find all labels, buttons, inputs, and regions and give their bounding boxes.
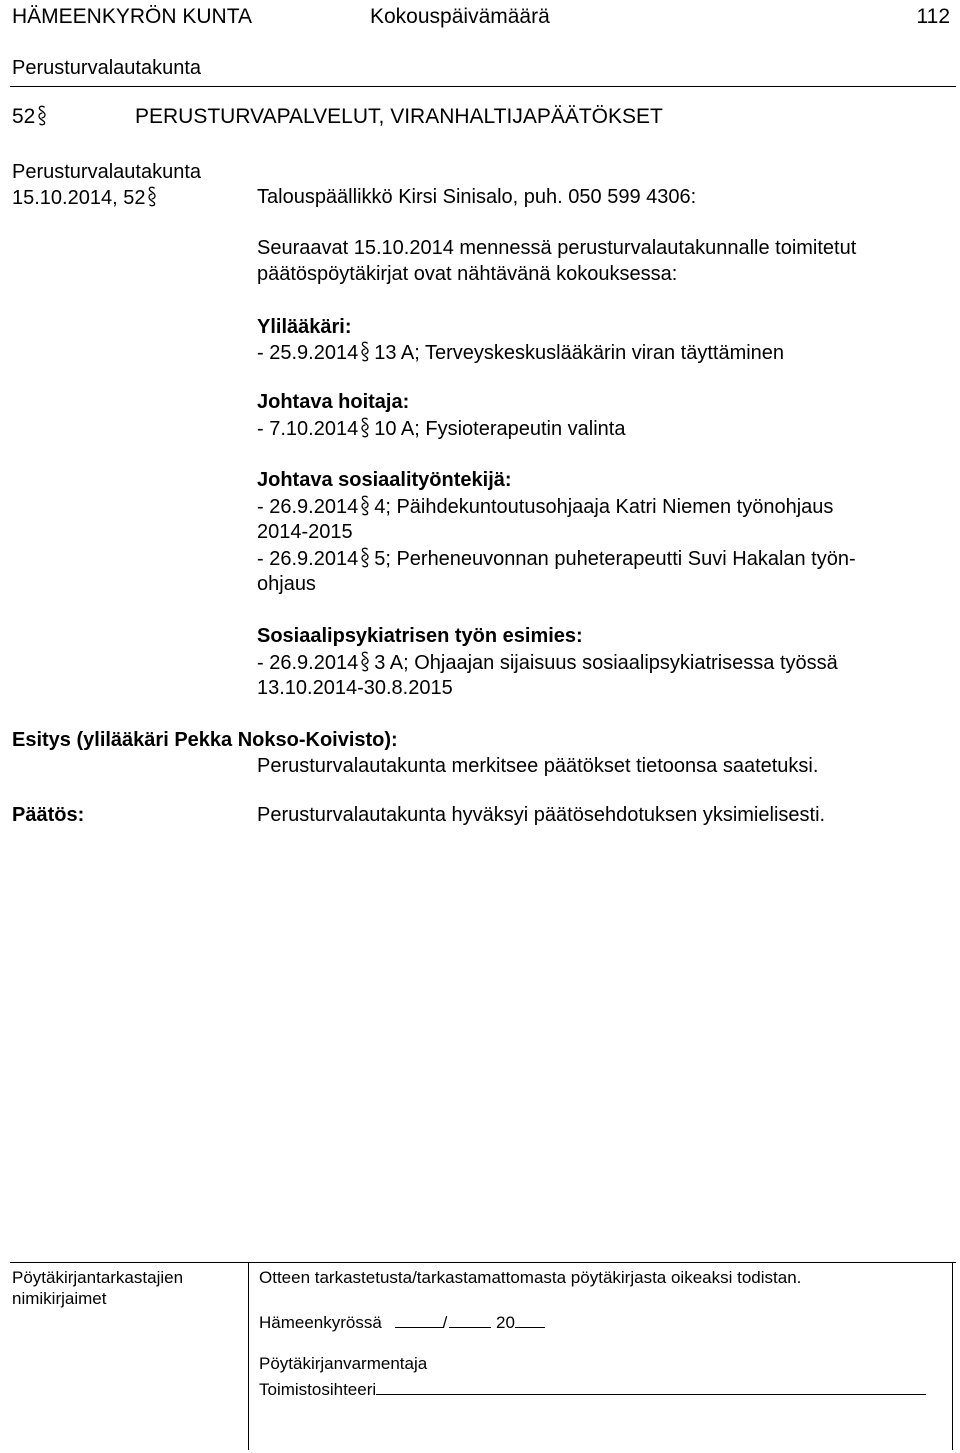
item-continuation: 2014-2015 bbox=[257, 521, 353, 543]
footer-slash: / bbox=[442, 1313, 448, 1332]
decision-item bbox=[257, 650, 838, 675]
footer-initials-label-2: nimikirjaimet bbox=[12, 1289, 107, 1308]
decision-item bbox=[257, 340, 784, 365]
signature-blank bbox=[376, 1376, 926, 1395]
decision-label: Päätös: bbox=[12, 804, 85, 826]
decision-item bbox=[257, 416, 625, 441]
section-sign-icon bbox=[360, 340, 370, 363]
item-text: 10 A; Fysioterapeutin valinta bbox=[374, 418, 626, 440]
section-title: PERUSTURVAPALVELUT, VIRANHALTIJAPÄÄTÖKSET bbox=[135, 105, 663, 128]
page-number: 112 bbox=[916, 5, 950, 28]
item-date: - 26.9.2014 bbox=[257, 652, 359, 674]
meeting-body: Perusturvalautakunta bbox=[12, 161, 202, 183]
group-heading-johtava-hoitaja: Johtava hoitaja: bbox=[257, 391, 410, 413]
footer-place-line bbox=[259, 1309, 545, 1333]
municipality-name: HÄMEENKYRÖN KUNTA bbox=[12, 5, 252, 28]
footer-secretary-line bbox=[259, 1376, 926, 1400]
footer-divider bbox=[248, 1262, 249, 1450]
item-text: 13 A; Terveyskeskuslääkärin viran täyttäminen bbox=[374, 342, 785, 364]
item-text: 4; Päihdekuntoutusohjaaja Katri Niemen työnohjaus bbox=[374, 496, 834, 518]
footer-initials-label-1: Pöytäkirjantarkastajien bbox=[12, 1268, 184, 1287]
section-sign-icon bbox=[37, 104, 47, 127]
item-date: - 7.10.2014 bbox=[257, 418, 359, 440]
intro-line-1: Seuraavat 15.10.2014 mennessä perusturvalautakunnalle toimitetut bbox=[257, 237, 857, 259]
decision-item bbox=[257, 546, 856, 571]
footer-verifier: Pöytäkirjanvarmentaja bbox=[259, 1354, 428, 1373]
footer-right-border bbox=[952, 1262, 953, 1450]
month-blank bbox=[449, 1309, 491, 1328]
item-continuation: ohjaus bbox=[257, 573, 316, 595]
section-sign-icon bbox=[360, 650, 370, 673]
section-heading bbox=[12, 104, 51, 130]
group-heading-sosiaalipsykiatria: Sosiaalipsykiatrisen työn esimies: bbox=[257, 625, 583, 647]
decision-text: Perusturvalautakunta hyväksyi päätösehdotuksen yksimielisesti. bbox=[257, 804, 826, 826]
decision-item bbox=[257, 494, 833, 519]
header-body-name: Perusturvalautakunta bbox=[12, 57, 202, 79]
item-text: 5; Perheneuvonnan puheterapeutti Suvi Hakalan työn- bbox=[374, 548, 856, 570]
section-sign-icon bbox=[360, 416, 370, 439]
meeting-date-text: 15.10.2014, 52 bbox=[12, 187, 146, 209]
proposal-text: Perusturvalautakunta merkitsee päätökset tietoonsa saatetuksi. bbox=[257, 755, 819, 777]
preparer-line: Talouspäällikkö Kirsi Sinisalo, puh. 050 599 4306: bbox=[257, 186, 697, 208]
item-date: - 26.9.2014 bbox=[257, 496, 359, 518]
day-blank bbox=[395, 1309, 443, 1328]
footer-certification: Otteen tarkastetusta/tarkastamattomasta pöytäkirjasta oikeaksi todistan. bbox=[259, 1268, 802, 1287]
year-blank bbox=[515, 1309, 545, 1328]
proposal-label: Esitys (ylilääkäri Pekka Nokso-Koivisto): bbox=[12, 729, 398, 751]
meeting-date-ref bbox=[12, 185, 161, 210]
section-sign-icon bbox=[147, 185, 157, 208]
item-date: - 25.9.2014 bbox=[257, 342, 359, 364]
item-date: - 26.9.2014 bbox=[257, 548, 359, 570]
group-heading-johtava-sosiaalityontekija: Johtava sosiaalityöntekijä: bbox=[257, 469, 512, 491]
header-rule bbox=[10, 86, 956, 87]
section-number: 52 bbox=[12, 105, 36, 128]
footer-secretary: Toimistosihteeri bbox=[259, 1380, 377, 1399]
item-continuation: 13.10.2014-30.8.2015 bbox=[257, 677, 453, 699]
group-heading-ylilaakari: Ylilääkäri: bbox=[257, 316, 352, 338]
footer-place: Hämeenkyrössä bbox=[259, 1313, 382, 1332]
footer-year: 20 bbox=[496, 1313, 515, 1332]
footer-top-rule bbox=[10, 1262, 956, 1263]
section-sign-icon bbox=[360, 546, 370, 569]
item-text: 3 A; Ohjaajan sijaisuus sosiaalipsykiatrisessa työssä bbox=[374, 652, 838, 674]
section-sign-icon bbox=[360, 494, 370, 517]
intro-line-2: päätöspöytäkirjat ovat nähtävänä kokouksessa: bbox=[257, 263, 678, 285]
document-type: Kokouspäivämäärä bbox=[370, 5, 550, 28]
